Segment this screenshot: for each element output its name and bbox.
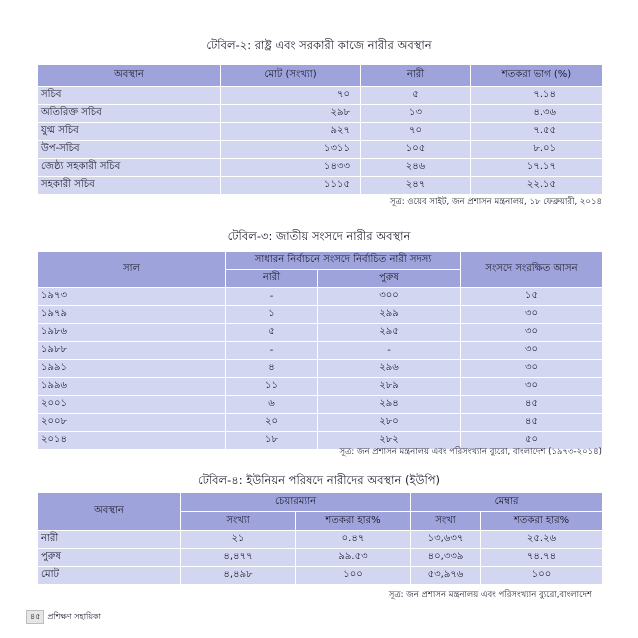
table4-member-count-cell: ১৩,৬৩৭ bbox=[411, 531, 481, 549]
table-row bbox=[38, 159, 603, 177]
table3-year-cell: ১৯৮৮ bbox=[38, 342, 226, 360]
table3-female-cell: - bbox=[226, 342, 318, 360]
table3-source: সূত্র: জন প্রশাসন মন্ত্রনালয় এবং পরিসংখ্যান ব্যুরো, বাংলাদেশ (১৯৭৩-২০১৪) bbox=[339, 447, 602, 457]
table3-male-cell: - bbox=[318, 342, 461, 360]
table-row bbox=[38, 414, 603, 432]
table3-year-cell: ২০১৪ bbox=[38, 432, 226, 450]
table3-female-cell: - bbox=[226, 288, 318, 306]
table2-position-cell: উপ-সচিব bbox=[38, 141, 221, 159]
table3-reserved-cell: ৩০ bbox=[461, 324, 603, 342]
table2-title: টেবিল-২: রাষ্ট্র এবং সরকারী কাজে নারীর অবস্থান bbox=[206, 38, 432, 52]
table3-reserved-cell: ৪৫ bbox=[461, 396, 603, 414]
table-row bbox=[38, 177, 603, 195]
table2-percent-cell: ১৭.১৭ bbox=[471, 159, 603, 177]
table2-header-percent: শতকরা ভাগ (%) bbox=[471, 65, 603, 87]
table3 bbox=[37, 251, 603, 450]
page-number: ৪৫ bbox=[26, 610, 44, 624]
table2-header-female: নারী bbox=[361, 65, 471, 87]
table2-total-cell: ২৯৮ bbox=[221, 105, 361, 123]
table4-position-cell: নারী bbox=[38, 531, 181, 549]
table3-year-cell: ১৯৮৬ bbox=[38, 324, 226, 342]
table4-chairman-percent-cell: ১০০ bbox=[296, 567, 411, 585]
table3-header-male: পুরুষ bbox=[318, 270, 461, 288]
table4-chairman-count-cell: ৪,৪৭৭ bbox=[181, 549, 296, 567]
table4-header-position: অবস্থান bbox=[38, 493, 181, 531]
table4-position-cell: মোট bbox=[38, 567, 181, 585]
table4-chairman-count-cell: ৪,৪৯৮ bbox=[181, 567, 296, 585]
table3-male-cell: ২৮২ bbox=[318, 432, 461, 450]
table-row bbox=[38, 324, 603, 342]
table3-male-cell: ৩০০ bbox=[318, 288, 461, 306]
table3-male-cell: ২৯৪ bbox=[318, 396, 461, 414]
table3-reserved-cell: ৩০ bbox=[461, 378, 603, 396]
table3-female-cell: ১ bbox=[226, 306, 318, 324]
table4-header-chairman-count: সংখ্যা bbox=[181, 512, 296, 531]
table-row bbox=[38, 288, 603, 306]
table4-header-chairman: চেয়ারম্যান bbox=[181, 493, 411, 512]
table3-year-cell: ২০০১ bbox=[38, 396, 226, 414]
page-footer bbox=[26, 610, 101, 624]
table2-position-cell: যুগ্ম সচিব bbox=[38, 123, 221, 141]
footer-label: প্রশিক্ষণ সহায়িকা bbox=[47, 612, 101, 621]
table4-chairman-percent-cell: ৯৯.৫৩ bbox=[296, 549, 411, 567]
table2-female-cell: ২৪৬ bbox=[361, 159, 471, 177]
table4-chairman-percent-cell: ০.৪৭ bbox=[296, 531, 411, 549]
table4-member-percent-cell: ২৫.২৬ bbox=[481, 531, 603, 549]
table3-header-year: সাল bbox=[38, 252, 226, 288]
table3-header-elected-group: সাধারন নির্বাচনে সংসদে নির্বাচিত নারী সদস্য bbox=[226, 252, 461, 270]
table3-year-cell: ১৯৭৯ bbox=[38, 306, 226, 324]
table4-position-cell: পুরুষ bbox=[38, 549, 181, 567]
table3-female-cell: ২০ bbox=[226, 414, 318, 432]
table3-reserved-cell: ৪৫ bbox=[461, 414, 603, 432]
table2 bbox=[37, 64, 603, 195]
table4-source: সূত্র: জন প্রশাসন মন্ত্রনালয় এবং পরিসংখ্যান ব্যুরো,বাংলাদেশ bbox=[388, 590, 592, 600]
table2-percent-cell: ৪.৩৬ bbox=[471, 105, 603, 123]
table3-reserved-cell: ৩০ bbox=[461, 342, 603, 360]
table3-header-female: নারী bbox=[226, 270, 318, 288]
table-row bbox=[38, 360, 603, 378]
table3-reserved-cell: ৩০ bbox=[461, 360, 603, 378]
table2-total-cell: ৯২৭ bbox=[221, 123, 361, 141]
table2-total-cell: ১১১৫ bbox=[221, 177, 361, 195]
table3-female-cell: ৬ bbox=[226, 396, 318, 414]
table2-position-cell: সহকারী সচিব bbox=[38, 177, 221, 195]
table3-year-cell: ১৯৯৬ bbox=[38, 378, 226, 396]
table2-header-total: মোট (সংখ্যা) bbox=[221, 65, 361, 87]
table4-member-percent-cell: ১০০ bbox=[481, 567, 603, 585]
table2-female-cell: ১০৫ bbox=[361, 141, 471, 159]
table2-female-cell: ১৩ bbox=[361, 105, 471, 123]
table-row bbox=[38, 567, 603, 585]
table4 bbox=[37, 492, 603, 585]
table2-total-cell: ১৩১১ bbox=[221, 141, 361, 159]
table4-member-count-cell: ৪০,৩৩৯ bbox=[411, 549, 481, 567]
table4-title: টেবিল-৪: ইউনিয়ন পরিষদে নারীদের অবস্থান (ইউপি) bbox=[197, 473, 441, 487]
table3-header-reserved: সংসদে সংরক্ষিত আসন bbox=[461, 252, 603, 288]
table2-female-cell: ৫ bbox=[361, 87, 471, 105]
table3-male-cell: ২৮৯ bbox=[318, 378, 461, 396]
table4-chairman-count-cell: ২১ bbox=[181, 531, 296, 549]
table-row bbox=[38, 141, 603, 159]
table2-header-position: অবস্থান bbox=[38, 65, 221, 87]
table-row bbox=[38, 531, 603, 549]
table4-header-chairman-percent: শতকরা হার% bbox=[296, 512, 411, 531]
table3-reserved-cell: ১৫ bbox=[461, 288, 603, 306]
table3-year-cell: ১৯৭৩ bbox=[38, 288, 226, 306]
table3-header-row bbox=[38, 252, 603, 270]
table3-year-cell: ২০০৮ bbox=[38, 414, 226, 432]
table-row bbox=[38, 396, 603, 414]
table2-female-cell: ৭০ bbox=[361, 123, 471, 141]
table3-male-cell: ২৯৫ bbox=[318, 324, 461, 342]
table-row bbox=[38, 105, 603, 123]
table3-male-cell: ২৯৬ bbox=[318, 360, 461, 378]
table-row bbox=[38, 342, 603, 360]
table-row bbox=[38, 549, 603, 567]
table-row bbox=[38, 123, 603, 141]
table2-percent-cell: ৭.৫৫ bbox=[471, 123, 603, 141]
table4-header-member: মেম্বার bbox=[411, 493, 603, 512]
table-row bbox=[38, 87, 603, 105]
table2-position-cell: অতিরিক্ত সচিব bbox=[38, 105, 221, 123]
table2-source: সূত্র: ওয়েব সাইট, জন প্রশাসন মন্ত্রনালয়, ১৮ ফেব্রুয়ারী, ২০১৪ bbox=[389, 197, 602, 207]
table2-female-cell: ২৪৭ bbox=[361, 177, 471, 195]
table2-percent-cell: ৭.১৪ bbox=[471, 87, 603, 105]
table3-male-cell: ২৮০ bbox=[318, 414, 461, 432]
table4-header-member-count: সংখা bbox=[411, 512, 481, 531]
table2-total-cell: ১৪৩৩ bbox=[221, 159, 361, 177]
table2-position-cell: জেষ্ঠ্য সহকারী সচিব bbox=[38, 159, 221, 177]
table3-female-cell: ৫ bbox=[226, 324, 318, 342]
table2-percent-cell: ২২.১৫ bbox=[471, 177, 603, 195]
table2-position-cell: সচিব bbox=[38, 87, 221, 105]
table4-header-row bbox=[38, 493, 603, 512]
table3-female-cell: ১৮ bbox=[226, 432, 318, 450]
table2-header-row bbox=[38, 65, 603, 87]
table4-header-member-percent: শতকরা হার% bbox=[481, 512, 603, 531]
table-row bbox=[38, 306, 603, 324]
table3-year-cell: ১৯৯১ bbox=[38, 360, 226, 378]
table4-member-count-cell: ৫৩,৯৭৬ bbox=[411, 567, 481, 585]
table3-female-cell: ৪ bbox=[226, 360, 318, 378]
table3-title: টেবিল-৩: জাতীয় সংসদে নারীর অবস্থান bbox=[227, 229, 411, 243]
table2-total-cell: ৭০ bbox=[221, 87, 361, 105]
table3-female-cell: ১১ bbox=[226, 378, 318, 396]
table3-reserved-cell: ৫০ bbox=[461, 432, 603, 450]
table3-reserved-cell: ৩০ bbox=[461, 306, 603, 324]
table4-member-percent-cell: ৭৪.৭৪ bbox=[481, 549, 603, 567]
table3-male-cell: ২৯৯ bbox=[318, 306, 461, 324]
table-row bbox=[38, 378, 603, 396]
table2-percent-cell: ৮.০১ bbox=[471, 141, 603, 159]
